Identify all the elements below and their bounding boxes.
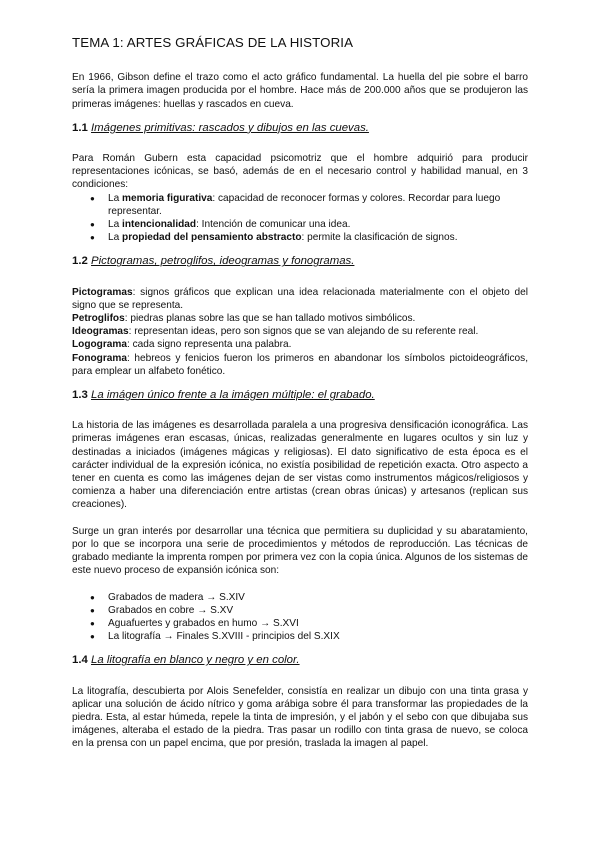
definitions-list — [72, 286, 528, 378]
document-page — [72, 36, 528, 751]
list-item: ● La litografía → Finales S.XVIII - principios del S.XIX — [108, 630, 528, 643]
intro-paragraph: En 1966, Gibson define el trazo como el acto gráfico fundamental. La huella del pie sobre el barro sería la primera imagen producida por el hombre. Hace más de 200.000 años que se produjeron las primeras imágenes: huellas y rascados en cueva. — [72, 72, 528, 110]
list-item: ● Grabados de madera → S.XIV — [108, 591, 528, 604]
definition-item: Pictogramas: signos gráficos que explican una idea relacionada materialmente con el objeto del signo que se representa. — [72, 286, 528, 311]
section-title: La imágen único frente a la imágen múltiple: el grabado. — [91, 389, 375, 402]
section-1-3-paragraph-1: La historia de las imágenes es desarrollada paralela a una progresiva densificación iconográfica. Las primeras imágenes eran escasas, únicas, realizadas generalmente en lugares ocultos y sin luz y destinadas a iniciados (imágenes mágicas y religiosas). El dato significativo de esta época es el carácter individual de la expresión icónica, no existía posibilidad de repetición exacta. Otro aspecto a tener en cuenta es como las imágenes dejan de ser vistas como instrumentos mágicos/religiosos y comienza a haber una diferenciación entre artistas (crean obras únicas) y artesanos (replican sus creaciones). — [72, 420, 528, 511]
definition-item: Logograma: cada signo representa una palabra. — [72, 339, 292, 351]
section-number: 1.3 — [72, 389, 88, 402]
section-number: 1.2 — [72, 255, 88, 268]
list-item: ● La propiedad del pensamiento abstracto: permite la clasificación de signos. — [108, 231, 528, 244]
section-1-4-paragraph: La litografía, descubierta por Alois Senefelder, consistía en realizar un dibujo con una tinta grasa y aplicar una solución de ácido nítrico y goma arábiga sobre él para transformar las propiedades de la piedra. Esta, al estar húmeda, repele la tinta de impresión, y el jabón y el sebo con que dibujaba sus imágenes, alteraba el estado de la piedra. Tras pasar un rodillo con tinta grasa de nuevo, se coloca en la prensa con un papel encima, que por presión, traslada la imagen al papel. — [72, 685, 528, 750]
definition-item: Ideogramas: representan ideas, pero son signos que se van alejando de su referente real. — [72, 326, 479, 338]
list-item: ● La memoria figurativa: capacidad de reconocer formas y colores. Recordar para luego representar. — [108, 192, 528, 218]
section-number: 1.1 — [72, 121, 88, 134]
section-1-1-paragraph: Para Román Gubern esta capacidad psicomotriz que el hombre adquirió para producir representaciones icónicas, se basó, además de en el necesario control y habilidad manual, en 3 condiciones: — [72, 153, 528, 191]
conditions-list — [72, 192, 528, 245]
section-title: Imágenes primitivas: rascados y dibujos en las cuevas. — [91, 121, 369, 134]
section-heading-1-3 — [72, 389, 528, 402]
section-title: La litografía en blanco y negro y en color. — [91, 654, 300, 667]
list-item: ● Aguafuertes y grabados en humo → S.XVI — [108, 617, 528, 630]
engraving-systems-list — [72, 591, 528, 644]
list-item: ● Grabados en cobre → S.XV — [108, 604, 528, 617]
document-title: TEMA 1: ARTES GRÁFICAS DE LA HISTORIA — [72, 35, 354, 50]
definition-item: Petroglifos: piedras planas sobre las que se han tallado motivos simbólicos. — [72, 313, 416, 325]
section-title: Pictogramas, petroglifos, ideogramas y fonogramas. — [91, 255, 355, 268]
section-heading-1-1 — [72, 122, 528, 135]
section-number: 1.4 — [72, 654, 88, 667]
list-item: ● La intencionalidad: Intención de comunicar una idea. — [108, 218, 528, 231]
section-heading-1-4 — [72, 654, 528, 667]
section-1-3-paragraph-2: Surge un gran interés por desarrollar una técnica que permitiera su duplicidad y su abaratamiento, por lo que se incorpora una serie de procedimientos y métodos de reproducción. Las técnicas de grabado mediante la imprenta rompen por primera vez con la copia única. Algunos de los sistemas de este nuevo proceso de expansión icónica son: — [72, 525, 528, 577]
section-heading-1-2 — [72, 255, 528, 268]
definition-item: Fonograma: hebreos y fenicios fueron los primeros en abandonar los símbolos pictoideográficos, para emplear un alfabeto fonético. — [72, 352, 528, 377]
